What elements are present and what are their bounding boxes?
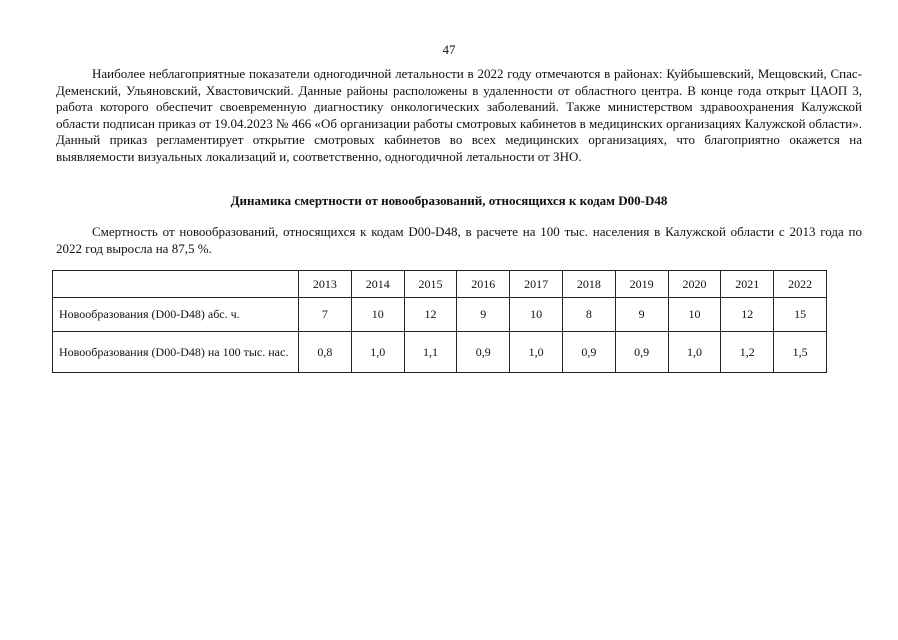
- table-header-row: [53, 271, 827, 298]
- value-cell: 12: [404, 298, 457, 332]
- row-label: Новообразования (D00-D48) абс. ч.: [53, 298, 299, 332]
- year-cell: 2015: [404, 271, 457, 298]
- value-cell: 12: [721, 298, 774, 332]
- value-cell: 10: [668, 298, 721, 332]
- value-cell: 7: [299, 298, 352, 332]
- value-cell: 1,0: [510, 332, 563, 373]
- value-cell: 0,8: [299, 332, 352, 373]
- year-cell: 2016: [457, 271, 510, 298]
- year-cell: 2018: [562, 271, 615, 298]
- value-cell: 15: [774, 298, 827, 332]
- year-cell: 2020: [668, 271, 721, 298]
- value-cell: 8: [562, 298, 615, 332]
- row-label: Новообразования (D00-D48) на 100 тыс. нас.: [53, 332, 299, 373]
- section-heading: Динамика смертности от новообразований, относящихся к кодам D00-D48: [230, 193, 668, 208]
- year-cell: 2013: [299, 271, 352, 298]
- value-cell: 9: [457, 298, 510, 332]
- value-cell: 10: [510, 298, 563, 332]
- year-cell: 2017: [510, 271, 563, 298]
- year-cell: 2019: [615, 271, 668, 298]
- value-cell: 1,2: [721, 332, 774, 373]
- value-cell: 0,9: [562, 332, 615, 373]
- value-cell: 1,0: [351, 332, 404, 373]
- value-cell: 10: [351, 298, 404, 332]
- paragraph-mortality: Смертность от новообразований, относящихся к кодам D00-D48, в расчете на 100 тыс. населения в Калужской области с 2013 года по 2022 год выросла на 87,5 %.: [56, 224, 862, 256]
- table-row: [53, 298, 827, 332]
- value-cell: 0,9: [457, 332, 510, 373]
- year-cell: 2014: [351, 271, 404, 298]
- value-cell: 9: [615, 298, 668, 332]
- value-cell: 1,1: [404, 332, 457, 373]
- value-cell: 1,0: [668, 332, 721, 373]
- mortality-table: [52, 270, 827, 373]
- year-cell: 2022: [774, 271, 827, 298]
- table-row: [53, 332, 827, 373]
- value-cell: 0,9: [615, 332, 668, 373]
- table-corner-cell: [53, 271, 299, 298]
- year-cell: 2021: [721, 271, 774, 298]
- paragraph-lethality: Наиболее неблагоприятные показатели одногодичной летальности в 2022 году отмечаются в районах: Куйбышевский, Мещовский, Спас-Деменский, Ульяновский, Хвастовичский. Данные районы расположены в удаленности от областного центра. В конце года открыт ЦАОП 3, работа которого обеспечит своевременную диагностику онкологических заболеваний. Также министерством здравоохранения Калужской области подписан приказ от 19.04.2023 № 466 «Об организации работы смотровых кабинетов в медицинских организациях Калужской области». Данный приказ регламентирует открытие смотровых кабинетов во всех медицинских организациях, что благоприятно окажется на выявляемости визуальных локализаций и, соответственно, одногодичной летальности от ЗНО.: [56, 66, 862, 164]
- page-number: 47: [442, 42, 456, 57]
- value-cell: 1,5: [774, 332, 827, 373]
